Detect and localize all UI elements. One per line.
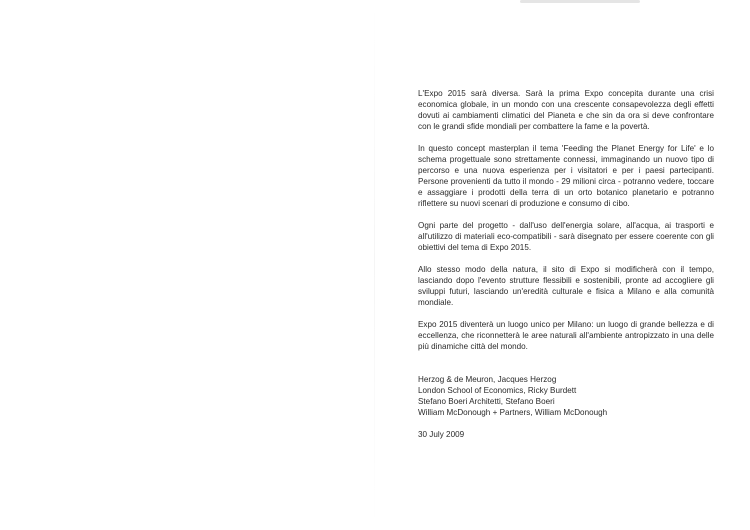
signatory-2: London School of Economics, Ricky Burdett [418,386,577,395]
paragraph-2: In questo concept masterplan il tema 'Feeding the Planet Energy for Life' e lo schema progettuale sono strettamente connessi, immaginando un nuovo tipo di percorso e una nuova esperienza per i visitatori e per i paesi partecipanti. Persone provenienti da tutto il mondo - 29 milioni circa - potranno vedere, toccare e assaggiare i prodotti della terra di un orto botanico planetario e potranno riflettere su nuovi scenari di produzione e consumo di cibo. [418,144,714,208]
scan-smudge [520,0,640,3]
paragraph-4: Allo stesso modo della natura, il sito di Expo si modificherà con il tempo, lasciando dopo l'evento strutture flessibili e sostenibili, pronte ad accogliere gli sviluppi futuri, lasciando un'eredità culturale e fisica a Milano e alla comunità mondiale. [418,265,714,307]
signatory-3: Stefano Boeri Architetti, Stefano Boeri [418,397,555,406]
paragraph-3: Ogni parte del progetto - dall'uso dell'energia solare, all'acqua, ai trasporti e all'utilizzo di materiali eco-compatibili - sarà disegnato per essere coerente con gli obiettivi del tema di Expo 2015. [418,221,714,252]
signatory-4: William McDonough + Partners, William McDonough [418,408,608,417]
signatory-1: Herzog & de Meuron, Jacques Herzog [418,375,557,384]
page-gutter [374,0,375,530]
paragraph-1: L'Expo 2015 sarà diversa. Sarà la prima Expo concepita durante una crisi economica globale, in un mondo con una crescente consapevolezza degli effetti dovuti ai cambiamenti climatici del Pianeta e che sin da ora si deve confrontare con le grandi sfide mondiali per combattere la fame e la povertà. [418,89,714,131]
document-date: 30 July 2009 [418,430,465,439]
paragraph-5: Expo 2015 diventerà un luogo unico per Milano: un luogo di grande bellezza e di eccellenza, che riconnetterà le aree naturali all'ambiente antropizzato in una delle più dinamiche città del mondo. [418,320,714,351]
document-text-block [418,88,714,440]
signatories-list [418,374,714,418]
